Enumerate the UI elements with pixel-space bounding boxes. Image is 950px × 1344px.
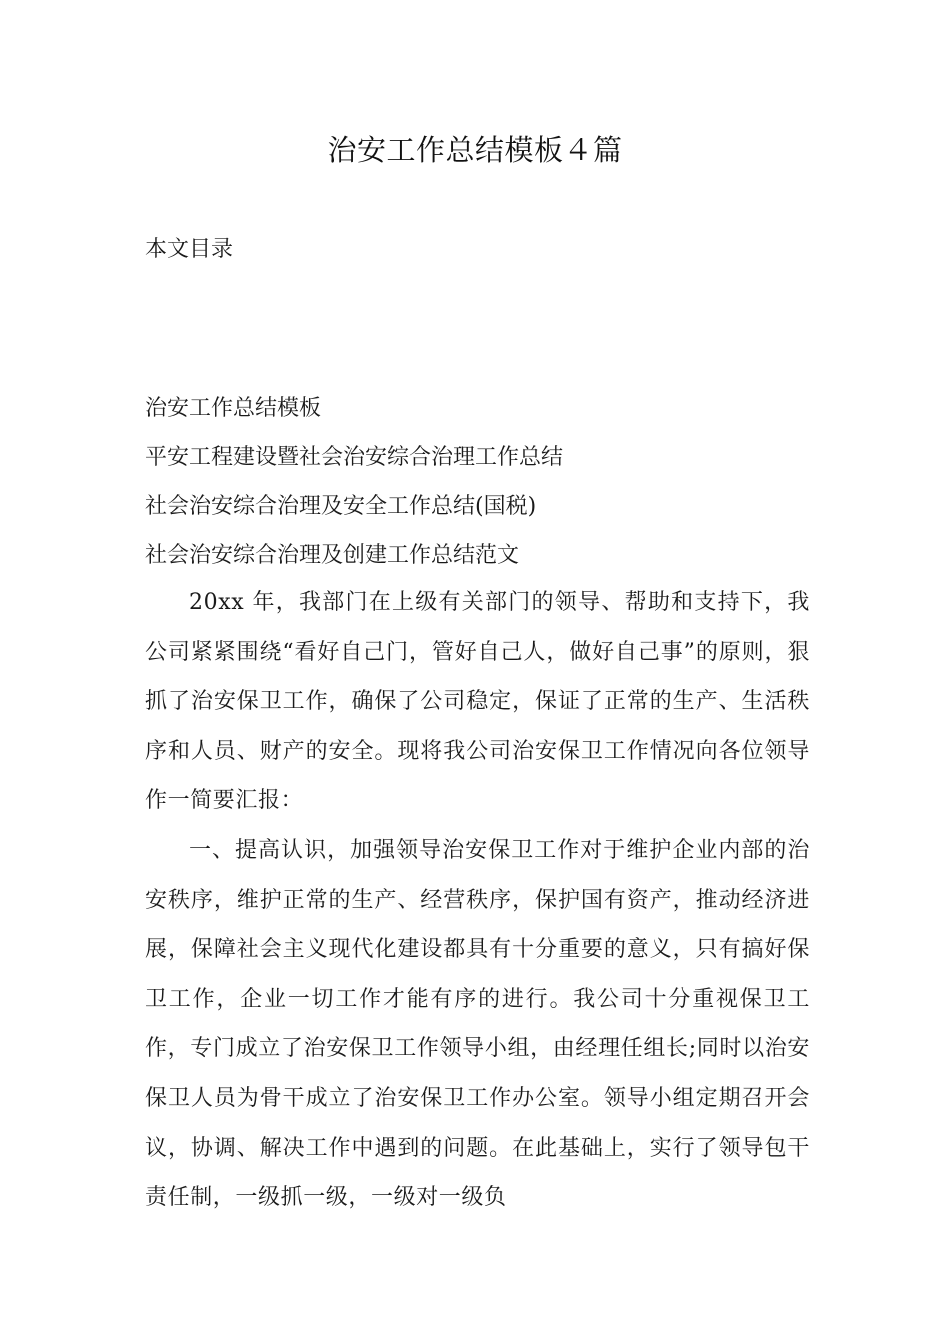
toc-item: 社会治安综合治理及安全工作总结(国税) <box>145 494 537 519</box>
toc-item: 社会治安综合治理及创建工作总结范文 <box>145 543 520 568</box>
toc-heading: 本文目录 <box>145 237 234 262</box>
toc-item: 治安工作总结模板 <box>145 396 322 421</box>
body-paragraph: 20xx 年，我部门在上级有关部门的领导、帮助和支持下，我公司紧紧围绕“看好自己门，管好自己人，做好自己事”的原则，狠抓了治安保卫工作，确保了公司稳定，保证了正常的生产、生活秩序和人员、财产的安全。现将我公司治安保卫工作情况向各位领导作一简要汇报： <box>145 590 810 814</box>
table-of-contents <box>145 384 825 580</box>
toc-item: 平安工程建设暨社会治安综合治理工作总结 <box>145 445 564 470</box>
body-text <box>145 578 810 1223</box>
body-paragraph: 一、提高认识，加强领导治安保卫工作对于维护企业内部的治安秩序，维护正常的生产、经营秩序，保护国有资产，推动经济进展，保障社会主义现代化建设都具有十分重要的意义，只有搞好保卫工作，企业一切工作才能有序的进行。我公司十分重视保卫工作，专门成立了治安保卫工作领导小组，由经理任组长;同时以治安保卫人员为骨干成立了治安保卫工作办公室。领导小组定期召开会议，协调、解决工作中遇到的问题。在此基础上，实行了领导包干责任制，一级抓一级，一级对一级负 <box>145 837 810 1211</box>
document-title: 治安工作总结模板４篇 <box>327 133 623 167</box>
